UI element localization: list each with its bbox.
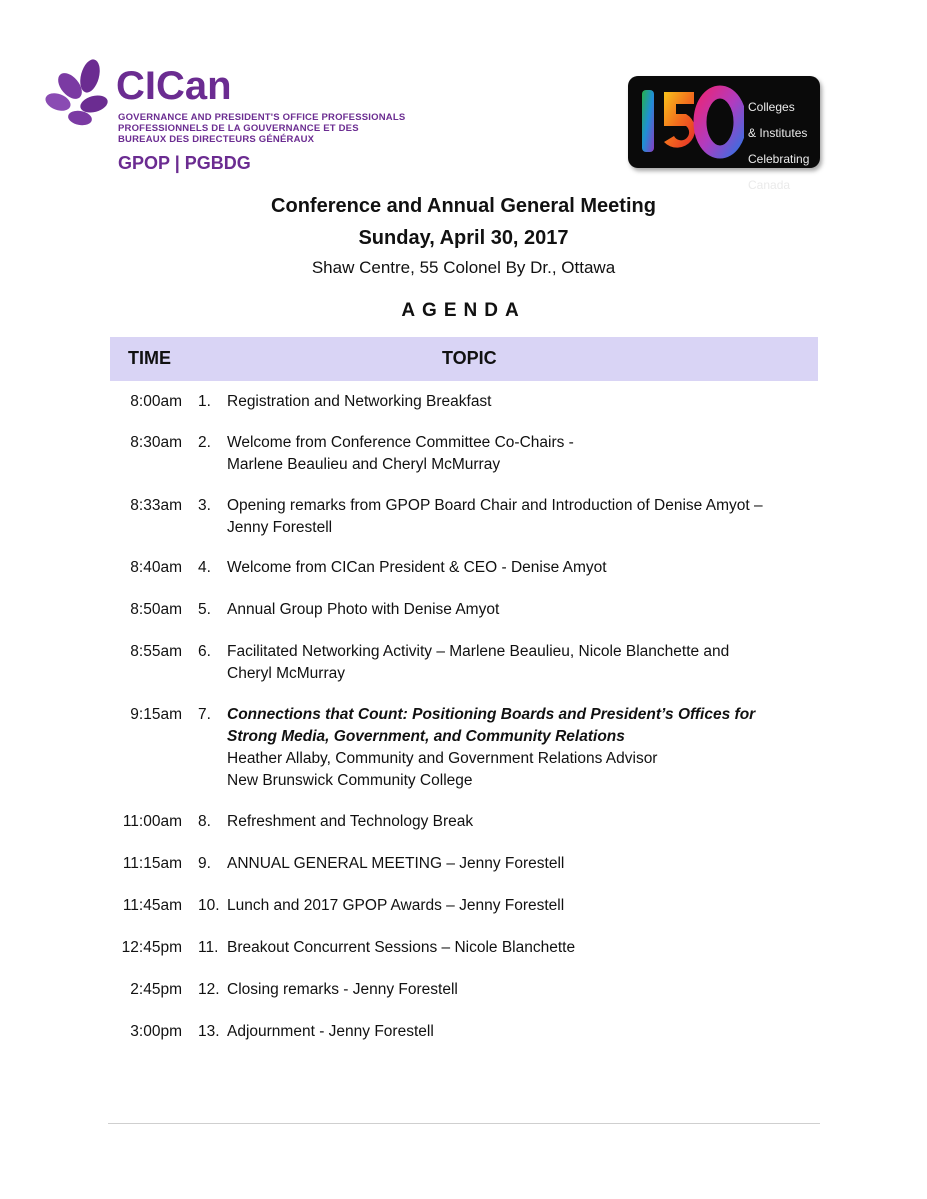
- row-time: 8:00am: [130, 393, 182, 410]
- 150-logo-icon: [636, 80, 744, 160]
- row-topic: [227, 599, 817, 621]
- badge-line-1: Colleges: [748, 100, 795, 114]
- row-time: 11:00am: [122, 813, 182, 830]
- row-time: 9:15am: [130, 706, 182, 723]
- table-header: [110, 337, 818, 381]
- row-number: 5.: [198, 601, 211, 618]
- column-header-time: TIME: [128, 348, 171, 368]
- event-location: Shaw Centre, 55 Colonel By Dr., Ottawa: [311, 258, 616, 277]
- topic-line: Refreshment and Technology Break: [227, 813, 474, 830]
- cican-logo: [44, 58, 464, 178]
- topic-line: Marlene Beaulieu and Cheryl McMurray: [227, 456, 501, 473]
- row-number: 10.: [198, 897, 220, 914]
- row-time: 12:45pm: [121, 939, 182, 956]
- brand-name: CICan: [116, 64, 232, 108]
- topic-line: Welcome from CICan President & CEO - Denise Amyot: [227, 559, 607, 576]
- column-header-topic: TOPIC: [442, 348, 497, 368]
- row-number: 9.: [198, 855, 211, 872]
- row-number: 11.: [198, 939, 219, 956]
- badge-line-4: Canada: [748, 178, 791, 192]
- row-number: 7.: [198, 706, 211, 723]
- logo-subtitle-2: PROFESSIONNELS DE LA GOUVERNANCE ET DES: [118, 123, 359, 134]
- row-number: 4.: [198, 559, 211, 576]
- topic-line: Adjournment - Jenny Forestell: [227, 1023, 434, 1040]
- logo-subtitle-3: BUREAUX DES DIRECTEURS GÉNÉRAUX: [118, 134, 315, 145]
- row-time: 2:45pm: [130, 981, 182, 998]
- page-title: Conference and Annual General Meeting: [271, 195, 656, 217]
- row-number: 1.: [198, 393, 211, 410]
- topic-line: Lunch and 2017 GPOP Awards – Jenny Forestell: [227, 897, 565, 914]
- row-topic: [227, 641, 817, 685]
- badge-line-3: Celebrating: [748, 152, 810, 166]
- logo-subtitle-1: GOVERNANCE AND PRESIDENT'S OFFICE PROFESSIONALS: [118, 112, 406, 123]
- speaker-line: New Brunswick Community College: [227, 772, 473, 789]
- row-topic: [227, 495, 817, 539]
- row-topic: [227, 391, 817, 413]
- row-time: 8:40am: [130, 559, 182, 576]
- row-time: 8:50am: [130, 601, 182, 618]
- gpop-label: GPOP | PGBDG: [118, 153, 251, 173]
- event-date: Sunday, April 30, 2017: [358, 227, 569, 249]
- row-number: 8.: [198, 813, 211, 830]
- row-number: 13.: [198, 1023, 220, 1040]
- row-time: 8:30am: [130, 434, 182, 451]
- row-topic: [227, 432, 817, 476]
- session-title-line: Connections that Count: Positioning Boards and President’s Offices for: [227, 706, 756, 723]
- topic-line: ANNUAL GENERAL MEETING – Jenny Forestell: [227, 855, 565, 872]
- topic-line: Annual Group Photo with Denise Amyot: [227, 601, 500, 618]
- row-topic: [227, 853, 817, 875]
- row-topic: [227, 895, 817, 917]
- topic-line: Facilitated Networking Activity – Marlene Beaulieu, Nicole Blanchette and: [227, 643, 730, 660]
- topic-line: Closing remarks - Jenny Forestell: [227, 981, 458, 998]
- row-topic: [227, 979, 817, 1001]
- row-time: 11:15am: [122, 855, 182, 872]
- row-topic: [227, 1021, 817, 1043]
- row-number: 12.: [198, 981, 220, 998]
- badge-text: [748, 88, 809, 205]
- leaf-icon: [44, 58, 116, 138]
- canada-150-badge: [628, 76, 820, 192]
- row-time: 8:55am: [130, 643, 182, 660]
- row-number: 6.: [198, 643, 211, 660]
- row-topic: [227, 937, 817, 959]
- speaker-line: Heather Allaby, Community and Government Relations Advisor: [227, 750, 658, 767]
- row-time: 3:00pm: [130, 1023, 182, 1040]
- topic-line: Breakout Concurrent Sessions – Nicole Blanchette: [227, 939, 576, 956]
- footer-divider: [108, 1123, 820, 1124]
- row-topic: [227, 811, 817, 833]
- row-number: 2.: [198, 434, 211, 451]
- session-title-line: Strong Media, Government, and Community Relations: [227, 728, 625, 745]
- badge-line-2: & Institutes: [748, 126, 808, 140]
- topic-line: Registration and Networking Breakfast: [227, 393, 492, 410]
- row-time: 11:45am: [122, 897, 182, 914]
- row-time: 8:33am: [130, 497, 182, 514]
- row-topic: [227, 557, 817, 579]
- row-number: 3.: [198, 497, 211, 514]
- topic-line: Cheryl McMurray: [227, 665, 345, 682]
- row-topic: [227, 704, 817, 792]
- topic-line: Opening remarks from GPOP Board Chair and Introduction of Denise Amyot –: [227, 497, 763, 514]
- topic-line: Welcome from Conference Committee Co-Chairs -: [227, 434, 574, 451]
- topic-line: Jenny Forestell: [227, 519, 333, 536]
- agenda-heading: AGENDA: [401, 300, 526, 321]
